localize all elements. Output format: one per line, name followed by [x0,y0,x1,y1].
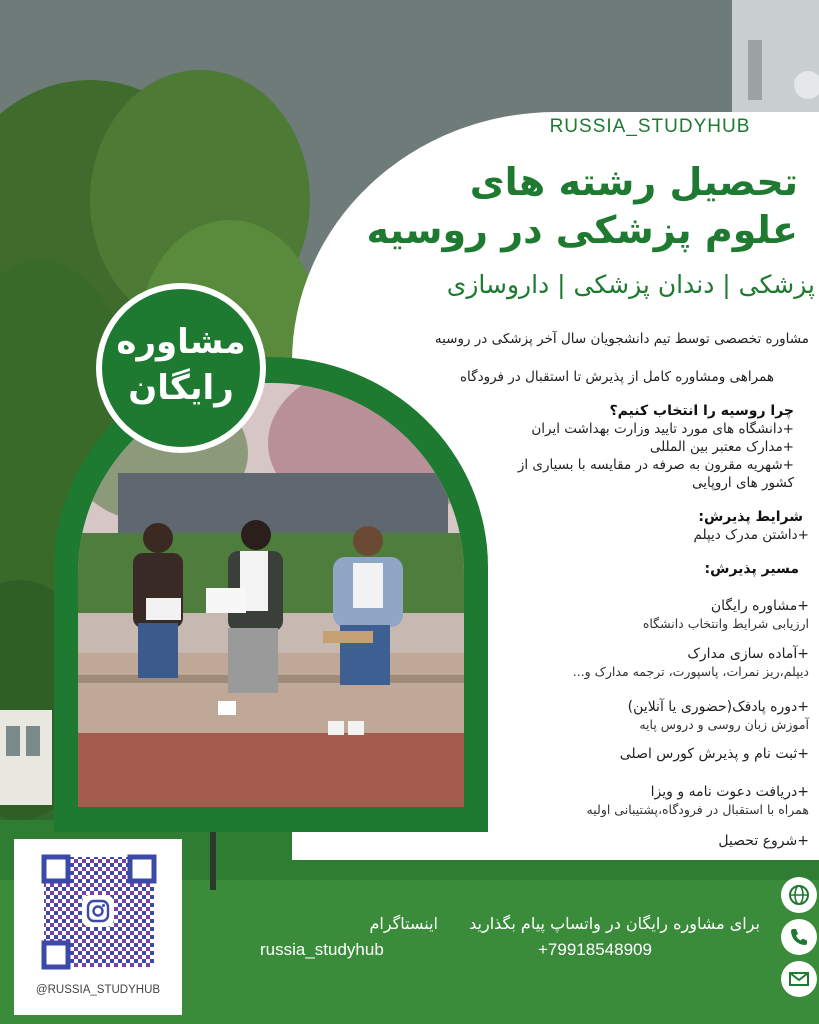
conditions-section [509,508,809,544]
phone-icon[interactable] [781,919,817,955]
path-step [509,698,809,734]
instagram-icon [82,895,114,927]
why-section [474,402,794,492]
path-step-detail: همراه با استقبال در فرودگاه،پشتیبانی اولیه [586,802,809,817]
badge-line-2: رایگان [128,368,234,408]
path-step [509,832,809,850]
path-step-title: +شروع تحصیل [718,833,809,849]
phone-number[interactable]: +79918548909 [538,940,652,959]
conditions-heading: شرایط پذیرش: [698,509,803,525]
whatsapp-label: برای مشاوره رایگان در واتساپ پیام بگذارید [469,914,760,933]
path-step-title: +آماده سازی مدارک [687,646,809,662]
path-step [509,783,809,819]
path-step-detail: آموزش زبان روسی و دروس پایه [639,717,809,732]
students-photo [78,383,464,807]
qr-caption: @RUSSIA_STUDYHUB [35,984,161,996]
path-step-title: +دوره پادفک(حضوری یا آنلاین) [627,699,809,715]
badge-line-1: مشاوره [116,322,246,362]
instagram-label: اینستاگرام [369,914,438,933]
path-step-detail: ارزیابی شرایط وانتخاب دانشگاه [642,616,809,631]
path-step [509,745,809,763]
brand-name: RUSSIA_STUDYHUB [549,116,751,137]
page-title [330,158,798,254]
free-consultation-badge [96,283,266,453]
students-illustration [78,383,464,807]
globe-icon[interactable] [781,877,817,913]
path-step-title: +دریافت دعوت نامه و ویزا [650,784,809,800]
intro-line-2: همراهی ومشاوره کامل از پذیرش تا استقبال در فرودگاه [459,369,774,385]
conditions-item: +داشتن مدرک دیپلم [693,527,809,543]
title-line-2: علوم پزشکی در روسیه [366,208,798,252]
instagram-handle[interactable]: russia_studyhub [260,940,384,959]
why-item: +مدارک معتبر بین المللی [649,439,794,455]
path-step-title: +مشاوره رایگان [710,598,809,614]
path-step-detail: دیپلم،ریز نمرات، پاسپورت، ترجمه مدارک و... [572,664,809,679]
why-item: +شهریه مقرون به صرفه در مقایسه با بسیاری از [517,457,794,473]
title-line-1: تحصیل رشته های [469,160,798,204]
path-step [509,645,809,681]
why-heading: چرا روسیه را انتخاب کنیم؟ [609,403,794,419]
why-item: کشور های اروپایی [691,475,794,491]
path-heading: مسیر پذیرش: [704,561,799,577]
path-step-title: +ثبت نام و پذیرش کورس اصلی [619,746,809,762]
mail-icon[interactable] [781,961,817,997]
why-item: +دانشگاه های مورد تایید وزارت بهداشت ایران [531,421,794,437]
intro-line-1: مشاوره تخصصی توسط تیم دانشجویان سال آخر پزشکی در روسیه [434,331,809,347]
study-fields: پزشکی | دندان پزشکی | داروسازی [446,270,815,299]
path-step [509,597,809,633]
